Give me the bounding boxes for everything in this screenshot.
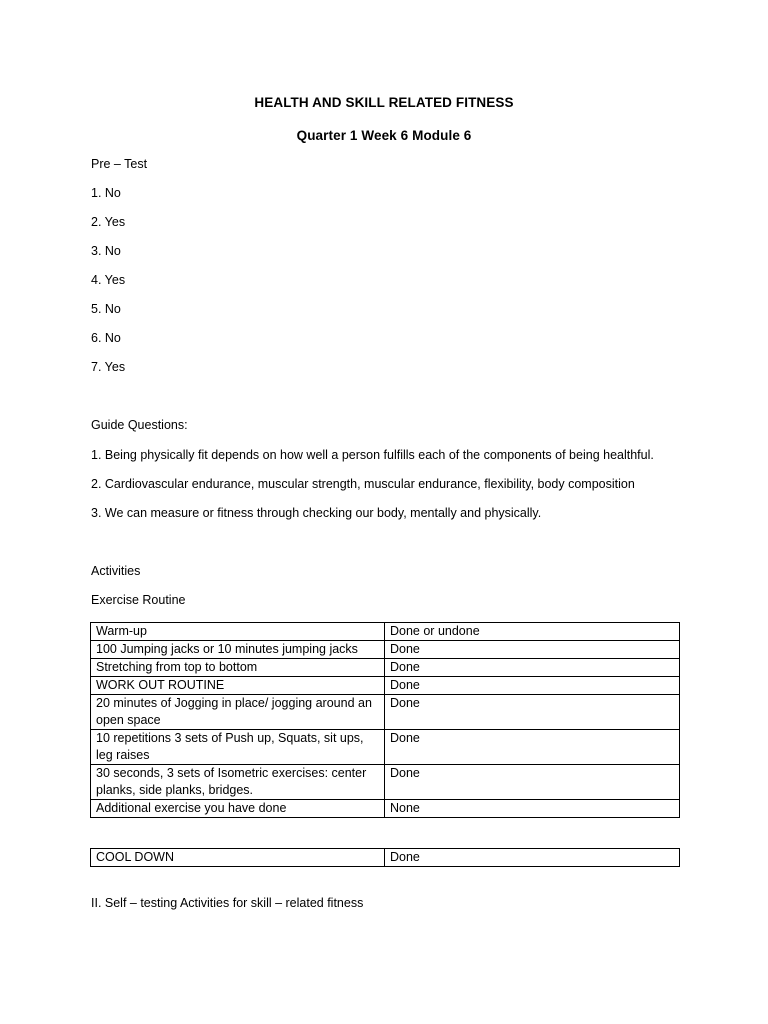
pretest-answer-2: 2. Yes <box>91 215 126 229</box>
table-cell: 100 Jumping jacks or 10 minutes jumping jacks <box>91 641 385 659</box>
guide-questions-heading: Guide Questions: <box>91 418 188 432</box>
pretest-answer-7: 7. Yes <box>91 360 126 374</box>
section-2-heading: II. Self – testing Activities for skill – related fitness <box>91 896 364 910</box>
table-cell: 10 repetitions 3 sets of Push up, Squats, sit ups, leg raises <box>91 730 385 765</box>
guide-answer-3: 3. We can measure or fitness through checking our body, mentally and physically. <box>91 506 542 520</box>
pretest-answer-5: 5. No <box>91 302 121 316</box>
exercise-routine-heading: Exercise Routine <box>91 593 186 607</box>
table-row <box>91 800 680 818</box>
table-row <box>91 659 680 677</box>
activities-heading: Activities <box>91 564 141 578</box>
table-cell: Done <box>385 677 680 695</box>
pretest-answer-4: 4. Yes <box>91 273 126 287</box>
table-cell: 30 seconds, 3 sets of Isometric exercises: center planks, side planks, bridges. <box>91 765 385 800</box>
table-cell: None <box>385 800 680 818</box>
table-cell: 20 minutes of Jogging in place/ jogging around an open space <box>91 695 385 730</box>
table-row <box>91 695 680 730</box>
table-cell: Done <box>385 849 680 867</box>
table-cell: COOL DOWN <box>91 849 385 867</box>
table-cell: Done <box>385 695 680 730</box>
table-row <box>91 623 680 641</box>
table-cell: Done <box>385 765 680 800</box>
table-row <box>91 677 680 695</box>
table-cell: Warm-up <box>91 623 385 641</box>
document-title: HEALTH AND SKILL RELATED FITNESS <box>254 95 514 110</box>
table-row <box>91 641 680 659</box>
table-cell: Additional exercise you have done <box>91 800 385 818</box>
guide-answer-2: 2. Cardiovascular endurance, muscular strength, muscular endurance, flexibility, body composition <box>91 477 635 491</box>
table-row <box>91 765 680 800</box>
table-cell: Done or undone <box>385 623 680 641</box>
table-cell: Done <box>385 730 680 765</box>
table-cell: WORK OUT ROUTINE <box>91 677 385 695</box>
guide-answer-1: 1. Being physically fit depends on how well a person fulfills each of the components of being healthful. <box>91 448 654 462</box>
pretest-heading: Pre – Test <box>91 157 148 171</box>
exercise-routine-table <box>90 622 680 818</box>
pretest-answer-6: 6. No <box>91 331 121 345</box>
table-row <box>91 730 680 765</box>
table-cell: Stretching from top to bottom <box>91 659 385 677</box>
pretest-answer-3: 3. No <box>91 244 121 258</box>
cool-down-table <box>90 848 680 867</box>
table-row <box>91 849 680 867</box>
table-cell: Done <box>385 641 680 659</box>
table-cell: Done <box>385 659 680 677</box>
document-subtitle: Quarter 1 Week 6 Module 6 <box>296 128 472 143</box>
pretest-answer-1: 1. No <box>91 186 121 200</box>
